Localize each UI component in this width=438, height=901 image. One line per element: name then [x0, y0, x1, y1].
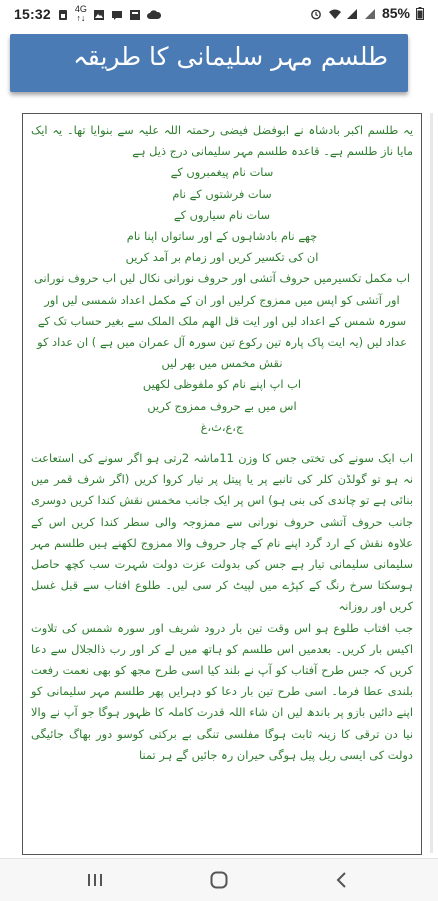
list-item: سات فرشتوں کے نام — [172, 186, 272, 201]
recent-apps-icon — [85, 872, 105, 888]
status-bar — [0, 0, 438, 28]
cloud-icon — [147, 8, 159, 20]
signal-icon — [346, 7, 358, 19]
article-text — [23, 114, 421, 766]
home-icon — [209, 870, 229, 890]
notification-box-icon — [129, 8, 141, 20]
home-button[interactable] — [199, 867, 239, 893]
back-button[interactable] — [322, 867, 362, 893]
letters-line: ج،ع،ث،غ — [200, 419, 244, 434]
app-title-bar — [10, 34, 408, 92]
back-icon — [334, 871, 350, 889]
recent-apps-button[interactable] — [75, 867, 115, 893]
intro-paragraph: یہ طلسم اکبر بادشاہ نے ابوفضل فیضی رحمتہ اللہ علیہ سے بنوایا تھا۔ یہ ایک مایا ناز طلسم ہے۔ قاعدہ طلسم مہر سلیمانی درج ذیل ہے — [31, 123, 413, 159]
list-item: سات نام سیاروں کے — [173, 207, 271, 222]
sim-icon — [57, 8, 69, 20]
list-item: اب اپ اپنے نام کو ملفوظی لکھیں — [142, 377, 302, 392]
message-icon — [111, 8, 123, 20]
ritual-paragraph: جب افتاب طلوع ہو اس وقت تین بار درود شریف اور سورہ شمس کی تلاوت اکیس بار کریں۔ بعدمیں اس طلسم کو ہاتھ میں لے کر اور رب ذالجلال سے دعا کریں کہ جس طرح آفتاب کو آپ نے بلند کیا اسی طرح مجھ کو بھی نعمت رفعت بلندی عطا فرما۔ اسی طرح تین بار دعا کو دہرایں پھر طلسم مہر سلیمانی کو اپنے دائیں بازو پر باندھ لیں ان شاء اللہ قدرت کاملہ کا ظہور ہوگا جو آپ نے والا نیا دن ترقی کا زینہ ثابت ہوگا مفلسی تنگی بے برکتی کوسو دور بھاگ جائیگی دولت کی ایسی ریل پیل ہوگی حیران رہ جائیں گے ہر تمنا — [31, 620, 413, 762]
signal-2-icon — [364, 7, 376, 19]
list-item: سات نام پیغمبروں کے — [170, 165, 274, 180]
page-title: طلسم مہر سلیمانی کا طریقہ — [73, 42, 388, 71]
battery-percent: 85% — [381, 5, 410, 21]
method-paragraph: اب مکمل تکسیرمیں حروف آتشی اور حروف نورانی نکال لیں اب حروف نورانی اور آتشی کو اپس میں ممزوج کرلیں اور ان کے مکمل اعداد شمسی لیں اور سورہ شمس کے اعداد لیں اور ایت قل الھم ملک الملک سے بغیر حساب تک کے عداد لیں (یہ ایت پاک پارہ تین رکوع تین سورہ آل عمران میں ہے ) ان عداد کو نقش مخمس میں بھر لیں — [34, 271, 410, 371]
scrollbar[interactable] — [430, 113, 433, 853]
alarm-icon — [310, 7, 322, 19]
wifi-icon — [328, 7, 340, 19]
list-item: اس میں بے حروف ممزوج کریں — [147, 398, 297, 413]
tablet-paragraph: اب ایک سونے کی تختی جس کا وزن 11ماشہ 2رتی ہو اگر سونے کی استعاعت نہ ہو تو گولڈن کلر کی تانبے پر یا پیتل پر تیار کروا کریں (اگر شرف قمر میں بنائی ہے تو چاندی کی بنی ہو) اس پر ایک جانب مخمس نقش کندا کریں دوسری جانب حروف آتشی حروف نورانی سے ممزوجہ والی سطر کندا کریں اس کے علاوہ نقش کے ارد گرد اپنے نام کے چار حروف والا ممزوج لکھنے ہیں طلسم مہر سلیمانی سلیمانی تیار ہے جس کی بدولت عزت دولت شہرت سب کچھ حاصل ہوسکتا سرخ رنگ کے کپڑے میں لپیٹ کر سی لیں۔ طلوع افتاب سے قبل غسل کریں اور روزانہ — [31, 451, 413, 614]
status-time: 15:32 — [14, 6, 51, 22]
network-indicator: 4G ↑↓ — [74, 4, 87, 23]
battery-icon — [416, 7, 428, 19]
list-item: چھے نام بادشاہوں کے اور ساتواں اپنا نام — [126, 229, 318, 244]
system-navigation-bar — [0, 858, 438, 901]
article-content[interactable] — [22, 113, 422, 855]
list-item: ان کی تکسیر کریں اور زمام بر آمد کریں — [125, 250, 319, 265]
gallery-icon — [93, 8, 105, 20]
